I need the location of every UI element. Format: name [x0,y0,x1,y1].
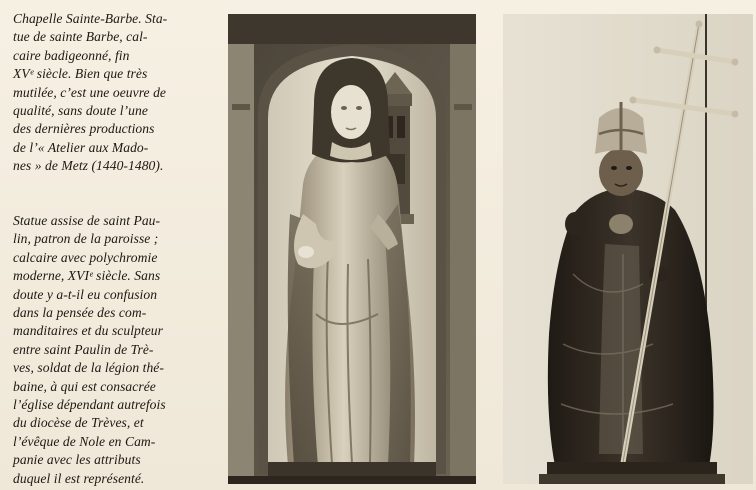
caption-line: duquel il est représenté. [13,470,145,486]
statue-sainte-barbe-illustration [228,14,476,484]
caption-line: Statue assise de saint Pau- [13,213,161,228]
caption-line: manditaires et du sculpteur [13,323,163,339]
caption-sainte-barbe [13,10,218,176]
caption-line: panie avec les attributs [13,452,141,468]
photo-statue-saint-paulin [503,14,753,484]
caption-line: mutilée, c’est une oeuvre de [13,84,167,100]
caption-line: ves, soldat de la légion thé- [13,360,164,376]
caption-line: du diocèse de Trèves, et [13,415,144,431]
caption-saint-paulin [13,212,218,488]
caption-line: calcaire avec polychromie [13,249,158,265]
caption-line: baine, à qui est consacrée [13,378,156,394]
caption-line: caire badigeonné, fin [13,47,130,63]
caption-line: Chapelle Sainte-Barbe. Sta- [13,11,168,26]
caption-line: de l’« Atelier aux Mado- [13,139,149,155]
caption-line: tue de sainte Barbe, cal- [13,29,148,45]
caption-line: nes » de Metz (1440-1480). [13,158,164,174]
photo-statue-sainte-barbe [228,14,476,484]
caption-line: entre saint Paulin de Trè- [13,341,154,357]
caption-line: doute y a-t-il eu confusion [13,286,158,302]
caption-line: dans la pensée des com- [13,305,147,321]
caption-line: qualité, sans doute l’une [13,103,148,119]
statue-saint-paulin-illustration [503,14,753,484]
caption-line: moderne, XVIᵉ siècle. Sans [13,268,161,284]
caption-line: l’église dépendant autrefois [13,397,166,413]
caption-line: XVᵉ siècle. Bien que très [13,66,148,82]
caption-line: lin, patron de la paroisse ; [13,231,159,247]
caption-line: l’évêque de Nole en Cam- [13,433,156,449]
caption-line: des dernières productions [13,121,155,137]
